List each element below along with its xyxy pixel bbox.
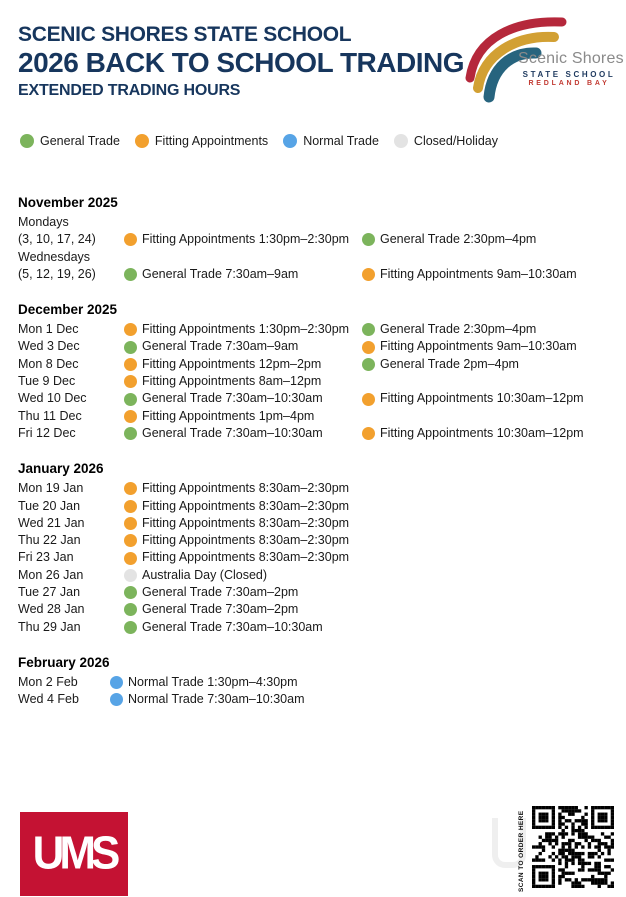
legend-label: Closed/Holiday xyxy=(413,134,498,148)
schedule-row xyxy=(18,249,618,266)
legend xyxy=(20,134,498,148)
qr-caption: SCAN TO ORDER HERE xyxy=(518,810,525,892)
normal-dot-icon xyxy=(110,693,123,706)
entry-text: General Trade 2:30pm–4pm xyxy=(380,232,537,247)
fitting-dot-icon xyxy=(362,393,375,406)
row-date: Tue 27 Jan xyxy=(18,585,81,600)
trade-entry-fitting xyxy=(124,515,349,532)
legend-item-general xyxy=(20,134,120,148)
schedule-row xyxy=(18,532,618,549)
trade-entry-fitting xyxy=(362,425,584,442)
entry-text: Fitting Appointments 8am–12pm xyxy=(142,374,322,389)
header xyxy=(18,22,464,102)
trade-entry-general xyxy=(124,390,323,407)
row-date: Mondays xyxy=(18,215,69,229)
general-dot-icon xyxy=(124,621,137,634)
trade-entry-fitting xyxy=(124,231,349,248)
schedule-row xyxy=(18,619,618,636)
closed-dot-icon xyxy=(394,134,408,148)
trade-entry-normal xyxy=(110,691,304,708)
fitting-dot-icon xyxy=(362,268,375,281)
trade-entry-fitting xyxy=(124,321,349,338)
entry-text: Normal Trade 7:30am–10:30am xyxy=(128,692,305,707)
entry-text: Fitting Appointments 9am–10:30am xyxy=(380,339,577,354)
fitting-dot-icon xyxy=(124,358,137,371)
row-date: Thu 11 Dec xyxy=(18,408,82,423)
schedule-row xyxy=(18,601,618,618)
entry-text: Fitting Appointments 8:30am–2:30pm xyxy=(142,533,350,548)
entry-text: Fitting Appointments 12pm–2pm xyxy=(142,356,322,371)
entry-text: Fitting Appointments 1pm–4pm xyxy=(142,408,315,423)
schedule-row xyxy=(18,549,618,566)
schedule-row xyxy=(18,231,618,248)
school-logo-text xyxy=(518,50,624,87)
general-dot-icon xyxy=(124,603,137,616)
trade-entry-general xyxy=(124,338,298,355)
schedule-row xyxy=(18,321,618,338)
trade-entry-fitting xyxy=(124,549,349,566)
fitting-dot-icon xyxy=(124,534,137,547)
section-title: February 2026 xyxy=(18,654,110,670)
entry-text: Australia Day (Closed) xyxy=(142,567,268,582)
entry-text: Fitting Appointments 9am–10:30am xyxy=(380,266,577,281)
legend-item-fitting xyxy=(135,134,268,148)
row-date: Wed 10 Dec xyxy=(18,391,87,406)
entry-text: Normal Trade 1:30pm–4:30pm xyxy=(128,674,298,689)
schedule-row xyxy=(18,425,618,442)
schedule-row xyxy=(18,584,618,601)
trade-entry-fitting xyxy=(124,408,314,425)
trade-entry-fitting xyxy=(124,532,349,549)
section-title: January 2026 xyxy=(18,461,104,477)
trade-entry-general xyxy=(124,266,298,283)
entry-text: Fitting Appointments 8:30am–2:30pm xyxy=(142,550,350,565)
row-date: (3, 10, 17, 24) xyxy=(18,232,96,247)
schedule-row xyxy=(18,338,618,355)
entry-text: General Trade 7:30am–9am xyxy=(142,266,299,281)
entry-text: Fitting Appointments 10:30am–12pm xyxy=(380,391,584,406)
general-dot-icon xyxy=(124,393,137,406)
fitting-dot-icon xyxy=(124,482,137,495)
row-date: Wed 21 Jan xyxy=(18,515,85,530)
school-logo-name: Scenic Shores xyxy=(518,50,624,67)
fitting-dot-icon xyxy=(124,323,137,336)
section-title: November 2025 xyxy=(18,195,118,210)
legend-label: General Trade xyxy=(40,134,120,148)
section-title: December 2025 xyxy=(18,302,118,318)
legend-label: Fitting Appointments xyxy=(154,134,269,148)
trade-entry-fitting xyxy=(124,498,349,515)
fitting-dot-icon xyxy=(124,233,137,246)
general-dot-icon xyxy=(124,427,137,440)
schedule-row xyxy=(18,515,618,532)
section-december-2025 xyxy=(18,301,618,442)
schedule-row xyxy=(18,266,618,283)
section-november-2025 xyxy=(18,194,618,283)
general-dot-icon xyxy=(20,134,34,148)
schedule-row xyxy=(18,498,618,515)
fitting-dot-icon xyxy=(124,552,137,565)
row-date: Mon 2 Feb xyxy=(18,674,78,689)
general-dot-icon xyxy=(362,233,375,246)
schedule-row xyxy=(18,373,618,390)
section-january-2026 xyxy=(18,460,618,636)
entry-text: Fitting Appointments 8:30am–2:30pm xyxy=(142,515,350,530)
trade-entry-fitting xyxy=(362,338,577,355)
trade-entry-normal xyxy=(110,674,298,691)
row-date: Thu 29 Jan xyxy=(18,619,81,634)
trade-entry-general xyxy=(124,584,298,601)
fitting-dot-icon xyxy=(362,427,375,440)
legend-item-normal xyxy=(283,134,379,148)
fitting-dot-icon xyxy=(124,500,137,513)
entry-text: General Trade 7:30am–10:30am xyxy=(142,619,323,634)
trade-entry-fitting xyxy=(124,480,349,497)
fitting-dot-icon xyxy=(135,134,149,148)
row-date: Mon 26 Jan xyxy=(18,567,84,582)
trade-entry-general xyxy=(362,231,536,248)
row-date: Thu 22 Jan xyxy=(18,533,81,548)
row-date: Mon 1 Dec xyxy=(18,322,79,337)
qr-code-icon xyxy=(532,806,614,888)
entry-text: General Trade 7:30am–10:30am xyxy=(142,391,323,406)
general-dot-icon xyxy=(362,358,375,371)
entry-text: Fitting Appointments 8:30am–2:30pm xyxy=(142,498,350,513)
school-logo-line3: REDLAND BAY xyxy=(528,79,610,87)
entry-text: Fitting Appointments 10:30am–12pm xyxy=(380,425,584,440)
row-date: Mon 19 Jan xyxy=(18,481,84,496)
row-date: Tue 9 Dec xyxy=(18,374,76,389)
entry-text: General Trade 7:30am–2pm xyxy=(142,585,299,600)
entry-text: General Trade 2:30pm–4pm xyxy=(380,322,537,337)
trade-entry-general xyxy=(362,356,519,373)
schedule-row xyxy=(18,567,618,584)
entry-text: General Trade 7:30am–2pm xyxy=(142,602,299,617)
closed-dot-icon xyxy=(124,569,137,582)
general-dot-icon xyxy=(124,586,137,599)
school-logo-line2: STATE SCHOOL xyxy=(522,69,616,79)
schedule-row xyxy=(18,390,618,407)
trade-entry-fitting xyxy=(124,373,321,390)
entry-text: General Trade 2pm–4pm xyxy=(380,356,519,371)
entry-text: General Trade 7:30am–9am xyxy=(142,339,299,354)
schedule-row xyxy=(18,356,618,373)
fitting-dot-icon xyxy=(362,341,375,354)
trade-entry-fitting xyxy=(362,390,584,407)
normal-dot-icon xyxy=(283,134,297,148)
schedule-row xyxy=(18,408,618,425)
row-date: Wed 28 Jan xyxy=(18,602,85,617)
trade-entry-fitting xyxy=(362,266,577,283)
school-logo xyxy=(462,12,624,108)
school-name: SCENIC SHORES STATE SCHOOL xyxy=(18,23,352,46)
trade-entry-general xyxy=(124,619,323,636)
section-february-2026 xyxy=(18,654,618,709)
trading-schedule xyxy=(18,194,618,727)
row-date: Mon 8 Dec xyxy=(18,356,79,371)
trade-entry-fitting xyxy=(124,356,321,373)
trade-entry-closed xyxy=(124,567,267,584)
page-subtitle: EXTENDED TRADING HOURS xyxy=(18,82,241,100)
row-date: Fri 23 Jan xyxy=(18,550,74,565)
row-date: Fri 12 Dec xyxy=(18,425,76,440)
trade-entry-general xyxy=(362,321,536,338)
entry-text: Fitting Appointments 8:30am–2:30pm xyxy=(142,481,350,496)
general-dot-icon xyxy=(362,323,375,336)
fitting-dot-icon xyxy=(124,517,137,530)
page-title: 2026 BACK TO SCHOOL TRADING xyxy=(18,47,464,79)
legend-item-closed xyxy=(394,134,498,148)
legend-label: Normal Trade xyxy=(303,134,379,148)
fitting-dot-icon xyxy=(124,410,137,423)
fitting-dot-icon xyxy=(124,375,137,388)
ums-logo-text: UMS xyxy=(32,827,116,880)
qr-block xyxy=(490,804,616,892)
row-date: Wed 4 Feb xyxy=(18,692,79,707)
row-date: Wed 3 Dec xyxy=(18,339,80,354)
schedule-row xyxy=(18,214,618,231)
trade-entry-general xyxy=(124,425,323,442)
ums-logo xyxy=(20,812,128,896)
general-dot-icon xyxy=(124,341,137,354)
row-date: Tue 20 Jan xyxy=(18,498,81,513)
schedule-row xyxy=(18,480,618,497)
schedule-row xyxy=(18,674,618,691)
entry-text: Fitting Appointments 1:30pm–2:30pm xyxy=(142,232,350,247)
schedule-row xyxy=(18,691,618,708)
trade-entry-general xyxy=(124,601,298,618)
general-dot-icon xyxy=(124,268,137,281)
row-date: (5, 12, 19, 26) xyxy=(18,266,96,281)
normal-dot-icon xyxy=(110,676,123,689)
row-date: Wednesdays xyxy=(18,249,91,264)
entry-text: Fitting Appointments 1:30pm–2:30pm xyxy=(142,322,350,337)
entry-text: General Trade 7:30am–10:30am xyxy=(142,425,323,440)
